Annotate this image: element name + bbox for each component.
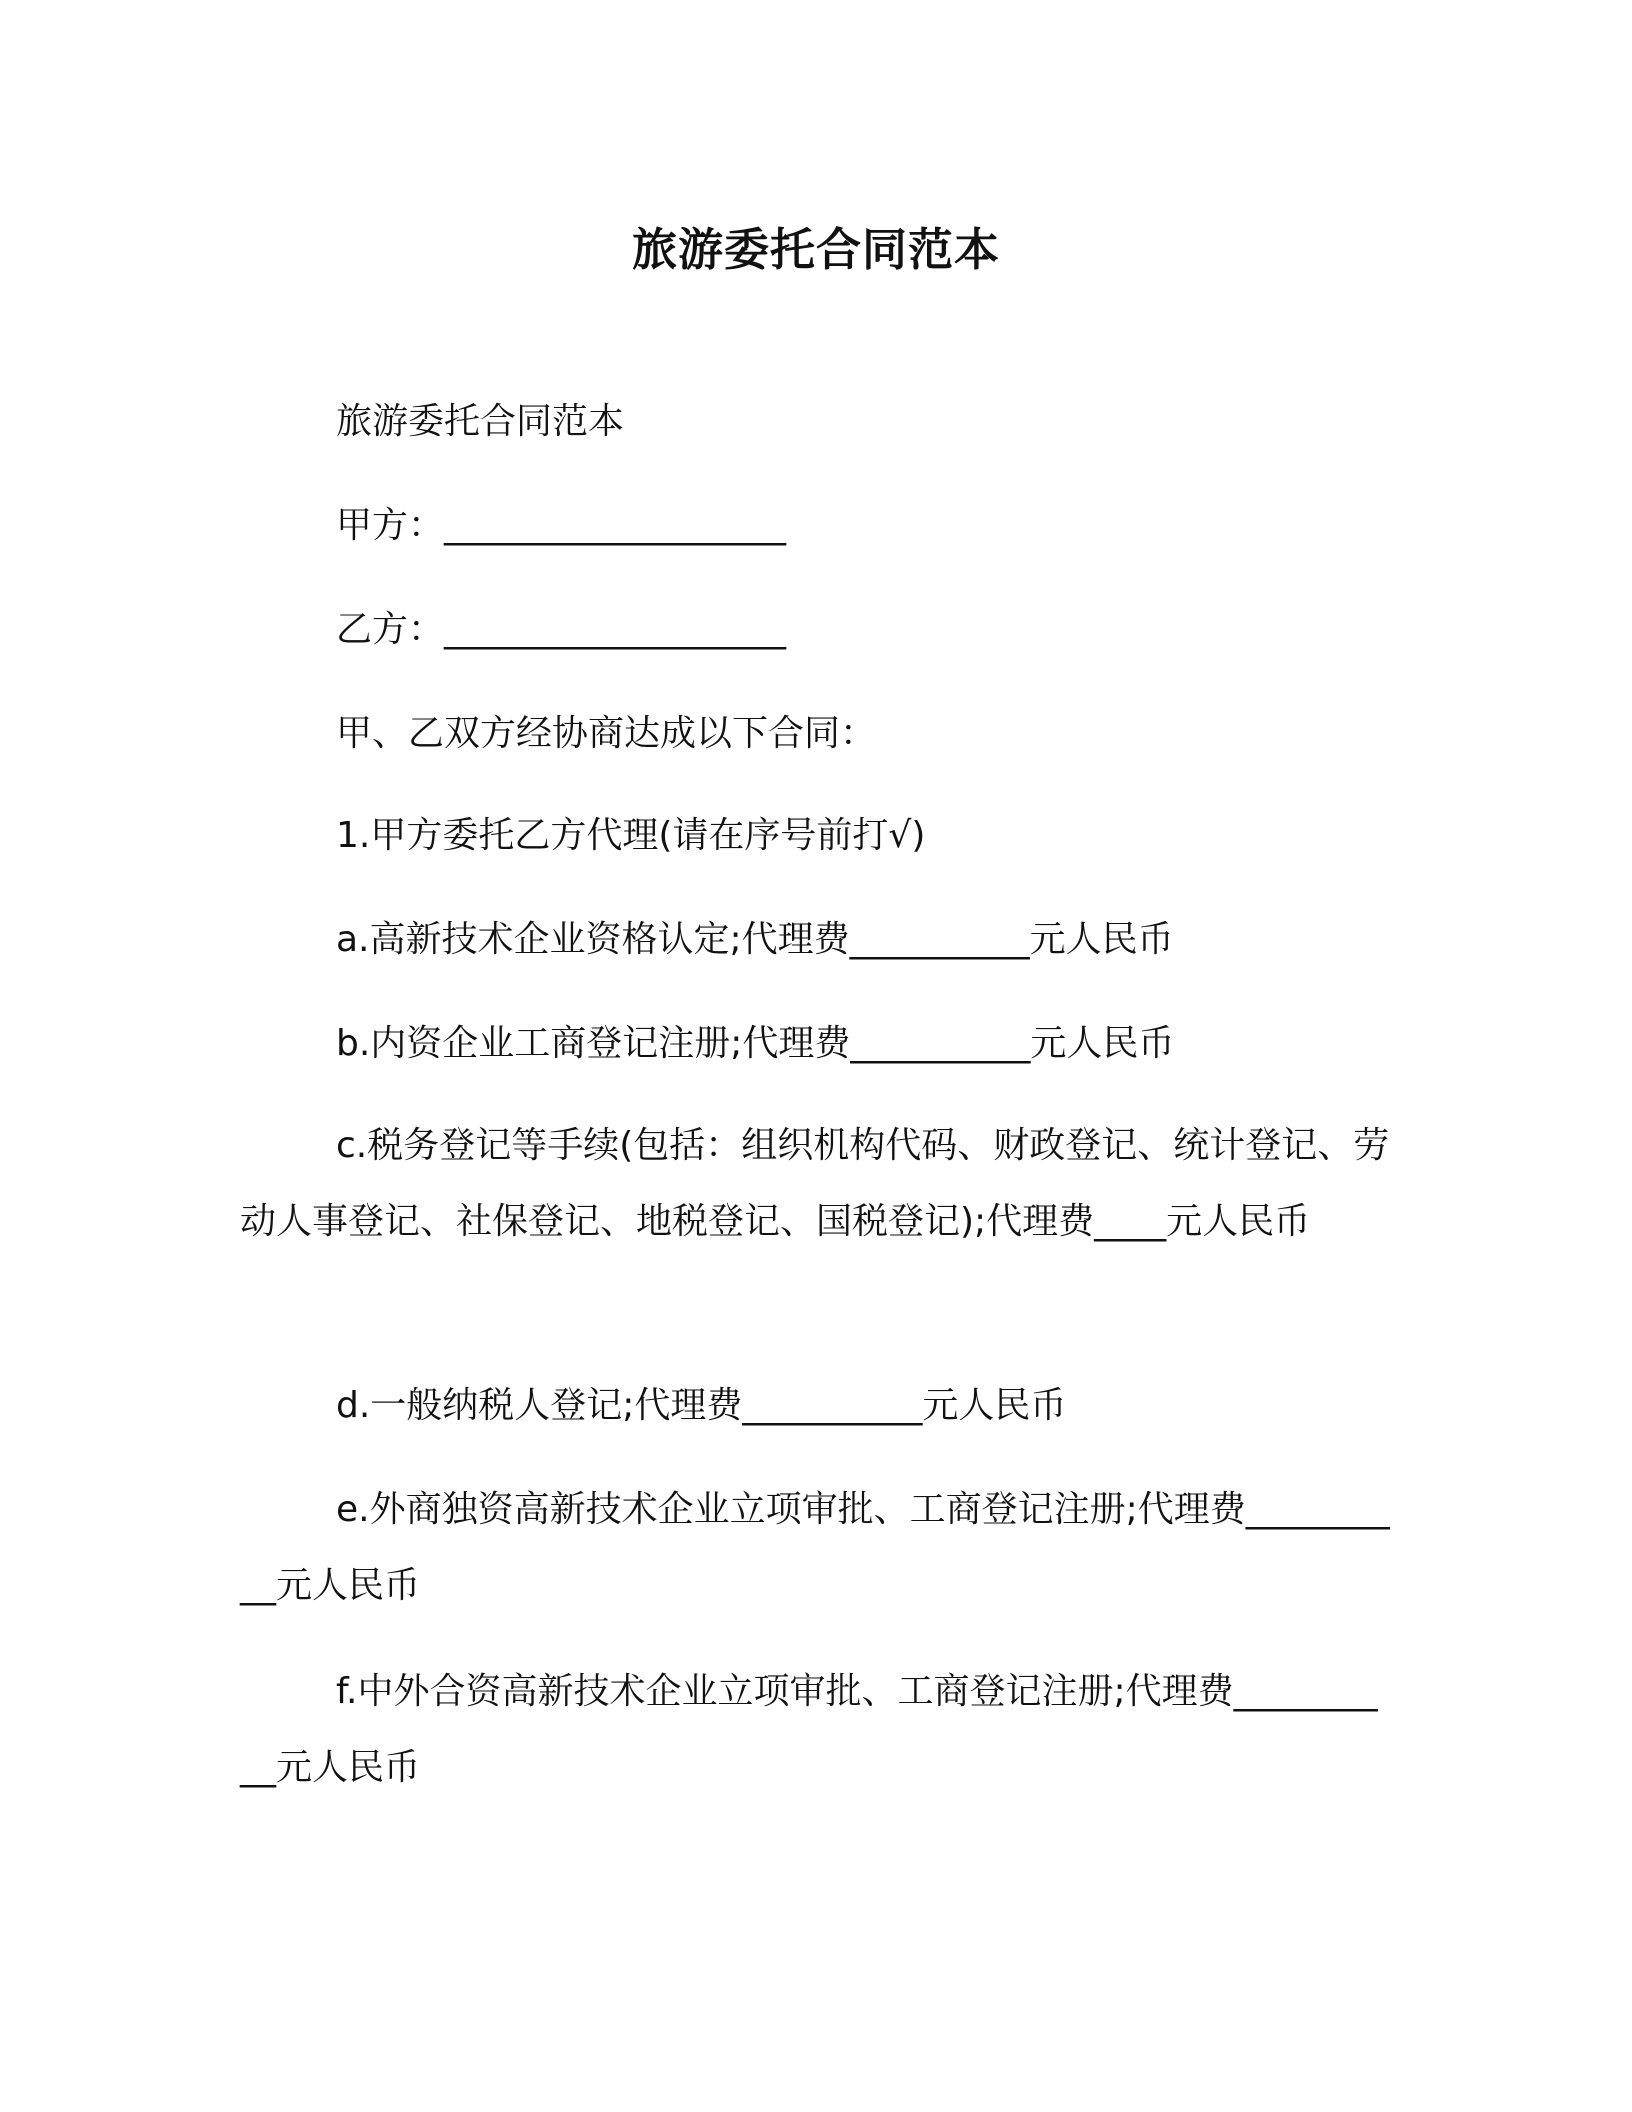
paragraph-party-a: 甲方：___________________ (336, 505, 787, 546)
document-title: 旅游委托合同范本 (631, 223, 1000, 276)
paragraph-item-c: c.税务登记等手续(包括：组织机构代码、财政登记、统计登记、劳动人事登记、社保登记、地税登记、国税登记);代理费____元人民币 (240, 1125, 1390, 1242)
paragraph-item-d: d.一般纳税人登记;代理费__________元人民币 (336, 1385, 1067, 1426)
paragraph-item-e: e.外商独资高新技术企业立项审批、工商登记注册;代理费__________元人民币 (240, 1489, 1390, 1606)
paragraph-item-f: f.中外合资高新技术企业立项审批、工商登记注册;代理费__________元人民币 (240, 1671, 1378, 1788)
paragraph-party-b: 乙方：___________________ (336, 609, 787, 650)
paragraph-item-a: a.高新技术企业资格认定;代理费__________元人民币 (336, 919, 1174, 960)
paragraph-clause-1: 1.甲方委托乙方代理(请在序号前打√) (336, 815, 926, 856)
paragraph-item-b: b.内资企业工商登记注册;代理费__________元人民币 (336, 1023, 1175, 1064)
paragraph-subtitle: 旅游委托合同范本 (336, 401, 625, 442)
paragraph-agreement-intro: 甲、乙双方经协商达成以下合同： (336, 713, 877, 754)
